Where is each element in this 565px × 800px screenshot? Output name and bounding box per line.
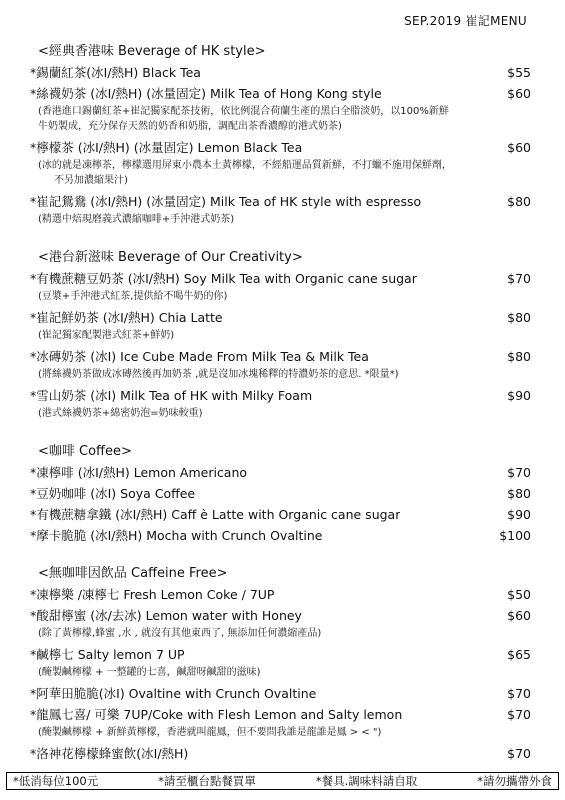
footer-notice: *餐具.調味料請自取 <box>315 774 418 788</box>
item-name: *凍檸樂 /凍檸七 Fresh Lemon Coke / 7UP <box>30 587 275 602</box>
menu-item <box>30 683 531 704</box>
menu-header: SEP.2019 崔記MENU <box>404 14 527 28</box>
menu-section <box>30 42 531 227</box>
item-price: $50 <box>507 587 531 602</box>
item-name: *崔記鴛鴦 (冰I/熱H) (冰量固定) Milk Tea of HK style with espresso <box>30 194 422 209</box>
item-note <box>38 289 531 304</box>
item-price: $80 <box>507 194 531 209</box>
item-name: *雪山奶茶 (冰I) Milk Tea of HK with Milky Foam <box>30 388 313 403</box>
note-line: (醃製鹹檸檬 + 新鮮黃檸檬，香港就叫龍鳳，但不要問我誰是龍誰是鳳 > < ") <box>38 727 382 738</box>
note-line: 不另加濃縮果汁) <box>54 175 128 186</box>
item-price: $80 <box>507 310 531 325</box>
menu-item <box>30 62 531 83</box>
item-price: $70 <box>507 746 531 761</box>
item-price: $70 <box>507 707 531 722</box>
note-line: (崔記獨家配製港式紅茶+鮮奶) <box>38 330 175 341</box>
item-name: *崔記鮮奶茶 (冰I/熱H) Chia Latte <box>30 310 223 325</box>
menu-item <box>30 346 531 367</box>
section-gap <box>30 546 531 564</box>
menu-item <box>30 462 531 483</box>
menu-item <box>30 525 531 546</box>
menu-content <box>30 42 531 764</box>
item-name: *阿華田脆脆(冰I) Ovaltine with Crunch Ovaltine <box>30 686 317 701</box>
item-price: $80 <box>507 486 531 501</box>
section-gap <box>30 230 531 248</box>
item-price: $70 <box>507 465 531 480</box>
item-note <box>38 158 531 188</box>
note-line: (豆漿+手沖港式紅茶,提供給不喝牛奶的你) <box>38 291 228 302</box>
item-note <box>38 104 531 134</box>
menu-section <box>30 564 531 764</box>
menu-item <box>30 483 531 504</box>
menu-item <box>30 504 531 525</box>
item-note <box>38 406 531 421</box>
menu-item <box>30 83 531 104</box>
item-price: $60 <box>507 140 531 155</box>
item-name: *酸甜檸蜜 (冰/去冰) Lemon water with Honey <box>30 608 302 623</box>
item-note <box>38 665 531 680</box>
item-price: $90 <box>507 388 531 403</box>
note-line: (香港進口錫蘭紅茶+崔記獨家配茶技術，依比例混合荷蘭生產的黑白全脂淡奶，以100%新鮮 <box>38 106 449 117</box>
item-name: *洛神花檸檬蜂蜜飲(冰I/熱H) <box>30 746 189 761</box>
note-line: 牛奶製成，充分保存天然的奶香和奶脂，調配出茶香濃醇的港式奶茶) <box>38 121 342 132</box>
item-price: $55 <box>507 65 531 80</box>
footer-notices <box>6 772 559 790</box>
footer-notice: *低消每位100元 <box>13 774 99 788</box>
section-title: <港台新滋味 Beverage of Our Creativity> <box>38 250 303 265</box>
menu-item <box>30 307 531 328</box>
item-name: *龍鳳七喜/ 可樂 7UP/Coke with Flesh Lemon and Salty lemon <box>30 707 403 722</box>
note-line: (港式絲襪奶茶+綿密奶泡=奶味較重) <box>38 408 203 419</box>
item-price: $100 <box>499 528 531 543</box>
item-name: *冰磚奶茶 (冰I) Ice Cube Made From Milk Tea & Milk Tea <box>30 349 369 364</box>
item-note <box>38 367 531 382</box>
item-note <box>38 212 531 227</box>
note-line: (冰的就是凍檸茶，檸檬選用屏東小農本土黃檸檬，不經船運品質新鮮，不打蠟不施用保鮮劑， <box>38 160 452 171</box>
item-note <box>38 328 531 343</box>
note-line: (醃製鹹檸檬 + 一整罐的七喜，鹹甜呀鹹甜的滋味) <box>38 667 261 678</box>
section-title: <咖啡 Coffee> <box>38 444 132 459</box>
item-note <box>38 626 531 641</box>
item-name: *鹹檸七 Salty lemon 7 UP <box>30 647 185 662</box>
menu-section <box>30 248 531 421</box>
item-price: $60 <box>507 86 531 101</box>
item-name: *有機蔗糖豆奶茶 (冰I/熱H) Soy Milk Tea with Organic cane sugar <box>30 271 417 286</box>
menu-item <box>30 704 531 725</box>
item-price: $65 <box>507 647 531 662</box>
note-line: (將絲襪奶茶做成冰磚然後再加奶茶 ,就是沒加冰塊稀釋的特濃奶茶的意思. *限量*) <box>38 369 399 380</box>
item-price: $70 <box>507 271 531 286</box>
item-name: *豆奶咖啡 (冰I) Soya Coffee <box>30 486 196 501</box>
item-name: *有機蔗糖拿鐵 (冰I/熱H) Caff è Latte with Organic cane sugar <box>30 507 401 522</box>
note-line: (精選中焙現磨義式濃縮咖啡+手沖港式奶茶) <box>38 214 235 225</box>
item-note <box>38 725 531 740</box>
note-line: (除了黃檸檬,蜂蜜 ,水 , 就沒有其他東西了, 無添加任何濃縮產品) <box>38 628 322 639</box>
item-name: *檸檬茶 (冰I/熱H) (冰量固定) Lemon Black Tea <box>30 140 303 155</box>
footer-notice: *請至櫃台點餐買單 <box>158 774 256 788</box>
item-price: $80 <box>507 349 531 364</box>
menu-item <box>30 268 531 289</box>
item-name: *錫蘭紅茶(冰I/熱H) Black Tea <box>30 65 201 80</box>
section-gap <box>30 424 531 442</box>
item-name: *凍檸啡 (冰I/熱H) Lemon Americano <box>30 465 248 480</box>
menu-item <box>30 191 531 212</box>
item-price: $60 <box>507 608 531 623</box>
footer-notice: *請勿攜帶外食 <box>477 774 552 788</box>
menu-item <box>30 584 531 605</box>
menu-item <box>30 385 531 406</box>
item-name: *絲襪奶茶 (冰I/熱H) (冰量固定) Milk Tea of Hong Kong style <box>30 86 382 101</box>
section-title: <無咖啡因飲品 Caffeine Free> <box>38 566 228 581</box>
menu-item <box>30 743 531 764</box>
item-price: $70 <box>507 686 531 701</box>
item-price: $90 <box>507 507 531 522</box>
menu-item <box>30 644 531 665</box>
item-name: *摩卡脆脆 (冰I/熱H) Mocha with Crunch Ovaltine <box>30 528 323 543</box>
menu-section <box>30 442 531 546</box>
menu-item <box>30 605 531 626</box>
menu-item <box>30 137 531 158</box>
section-title: <經典香港味 Beverage of HK style> <box>38 44 266 59</box>
